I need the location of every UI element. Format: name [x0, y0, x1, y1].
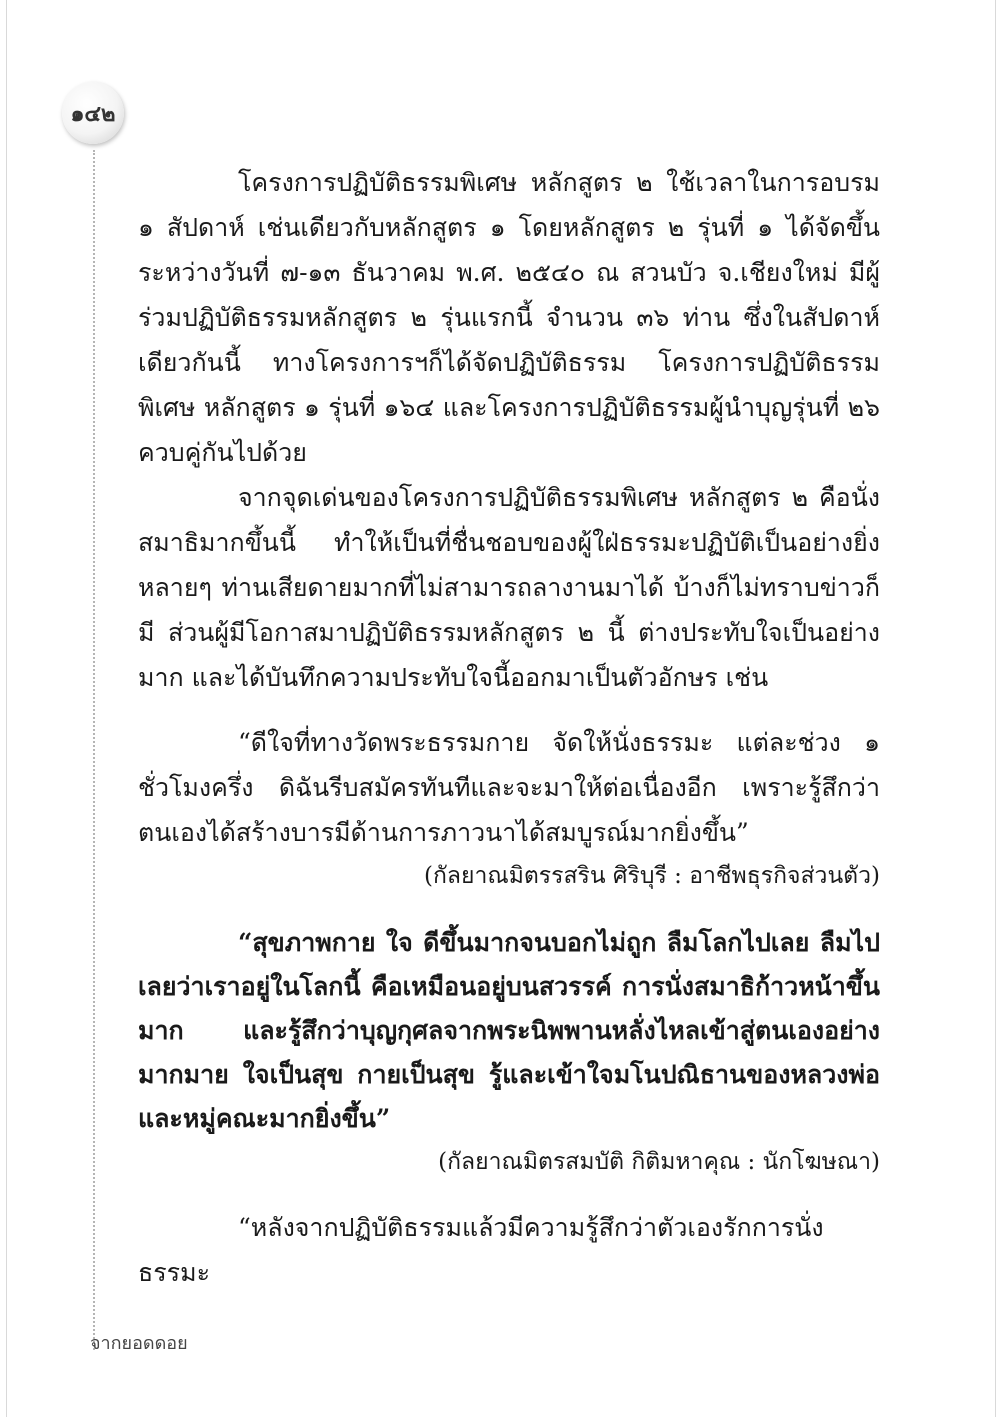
quote-2-text: “สุขภาพกาย ใจ ดีขึ้นมากจนบอกไม่ถูก ลืมโลกไปเลย ลืมไปเลยว่าเราอยู่ในโลกนี้ คือเหมือนอยู่บนสวรรค์ การนั่งสมาธิก้าวหน้าขึ้นมาก และรู้สึกว่าบุญกุศลจากพระนิพพานหลั่งไหลเข้าสู่ตนเองอย่างมากมาย ใจเป็นสุข กายเป็นสุข รู้และเข้าใจมโนปณิธานของหลวงพ่อและหมู่คณะมากยิ่งขึ้น”: [138, 928, 880, 1133]
quote-3-text: “หลังจากปฏิบัติธรรมแล้วมีความรู้สึกว่าตัวเองรักการนั่งธรรมะ: [138, 1213, 824, 1287]
margin-dotted-rule: [93, 150, 95, 1350]
page-content: [138, 160, 880, 1295]
quote-1-text: “ดีใจที่ทางวัดพระธรรมกาย จัดให้นั่งธรรมะ แต่ละช่วง ๑ ชั่วโมงครึ่ง ดิฉันรีบสมัครทันทีและจะมาให้ต่อเนื่องอีก เพราะรู้สึกว่าตนเองได้สร้างบารมีด้านการภาวนาได้สมบูรณ์มากยิ่งขึ้น”: [138, 728, 880, 847]
quote-2-attribution: (กัลยาณมิตรสมบัติ กิติมหาคุณ : นักโฆษณา): [438, 1149, 880, 1175]
page-number: ๑๔๒: [70, 100, 116, 127]
page-number-badge: [62, 82, 124, 144]
paragraph-1: โครงการปฏิบัติธรรมพิเศษ หลักสูตร ๒ ใช้เวลาในการอบรม ๑ สัปดาห์ เช่นเดียวกับหลักสูตร ๑ โดยหลักสูตร ๒ รุ่นที่ ๑ ได้จัดขึ้นระหว่างวันที่ ๗-๑๓ ธันวาคม พ.ศ. ๒๕๔๐ ณ สวนบัว จ.เชียงใหม่ มีผู้ร่วมปฏิบัติธรรมหลักสูตร ๒ รุ่นแรกนี้ จำนวน ๓๖ ท่าน ซึ่งในสัปดาห์เดียวกันนี้ ทางโครงการฯก็ได้จัดปฏิบัติธรรม โครงการปฏิบัติธรรมพิเศษ หลักสูตร ๑ รุ่นที่ ๑๖๔ และโครงการปฏิบัติธรรมผู้นำบุญรุ่นที่ ๒๖ ควบคู่กันไปด้วย: [138, 168, 880, 467]
footer-book-title: จากยอดดอย: [90, 1333, 188, 1354]
paragraph-2: จากจุดเด่นของโครงการปฏิบัติธรรมพิเศษ หลักสูตร ๒ คือนั่งสมาธิมากขึ้นนี้ ทำให้เป็นที่ชื่นชอบของผู้ใฝ่ธรรมะปฏิบัติเป็นอย่างยิ่ง หลายๆ ท่านเสียดายมากที่ไม่สามารถลางานมาได้ บ้างก็ไม่ทราบข่าวก็มี ส่วนผู้มีโอกาสมาปฏิบัติธรรมหลักสูตร ๒ นี้ ต่างประทับใจเป็นอย่างมาก และได้บันทึกความประทับใจนี้ออกมาเป็นตัวอักษร เช่น: [138, 483, 880, 692]
quote-1-attribution: (กัลยาณมิตรรสริน ศิริบุรี : อาชีพธุรกิจส่วนตัว): [423, 863, 880, 889]
